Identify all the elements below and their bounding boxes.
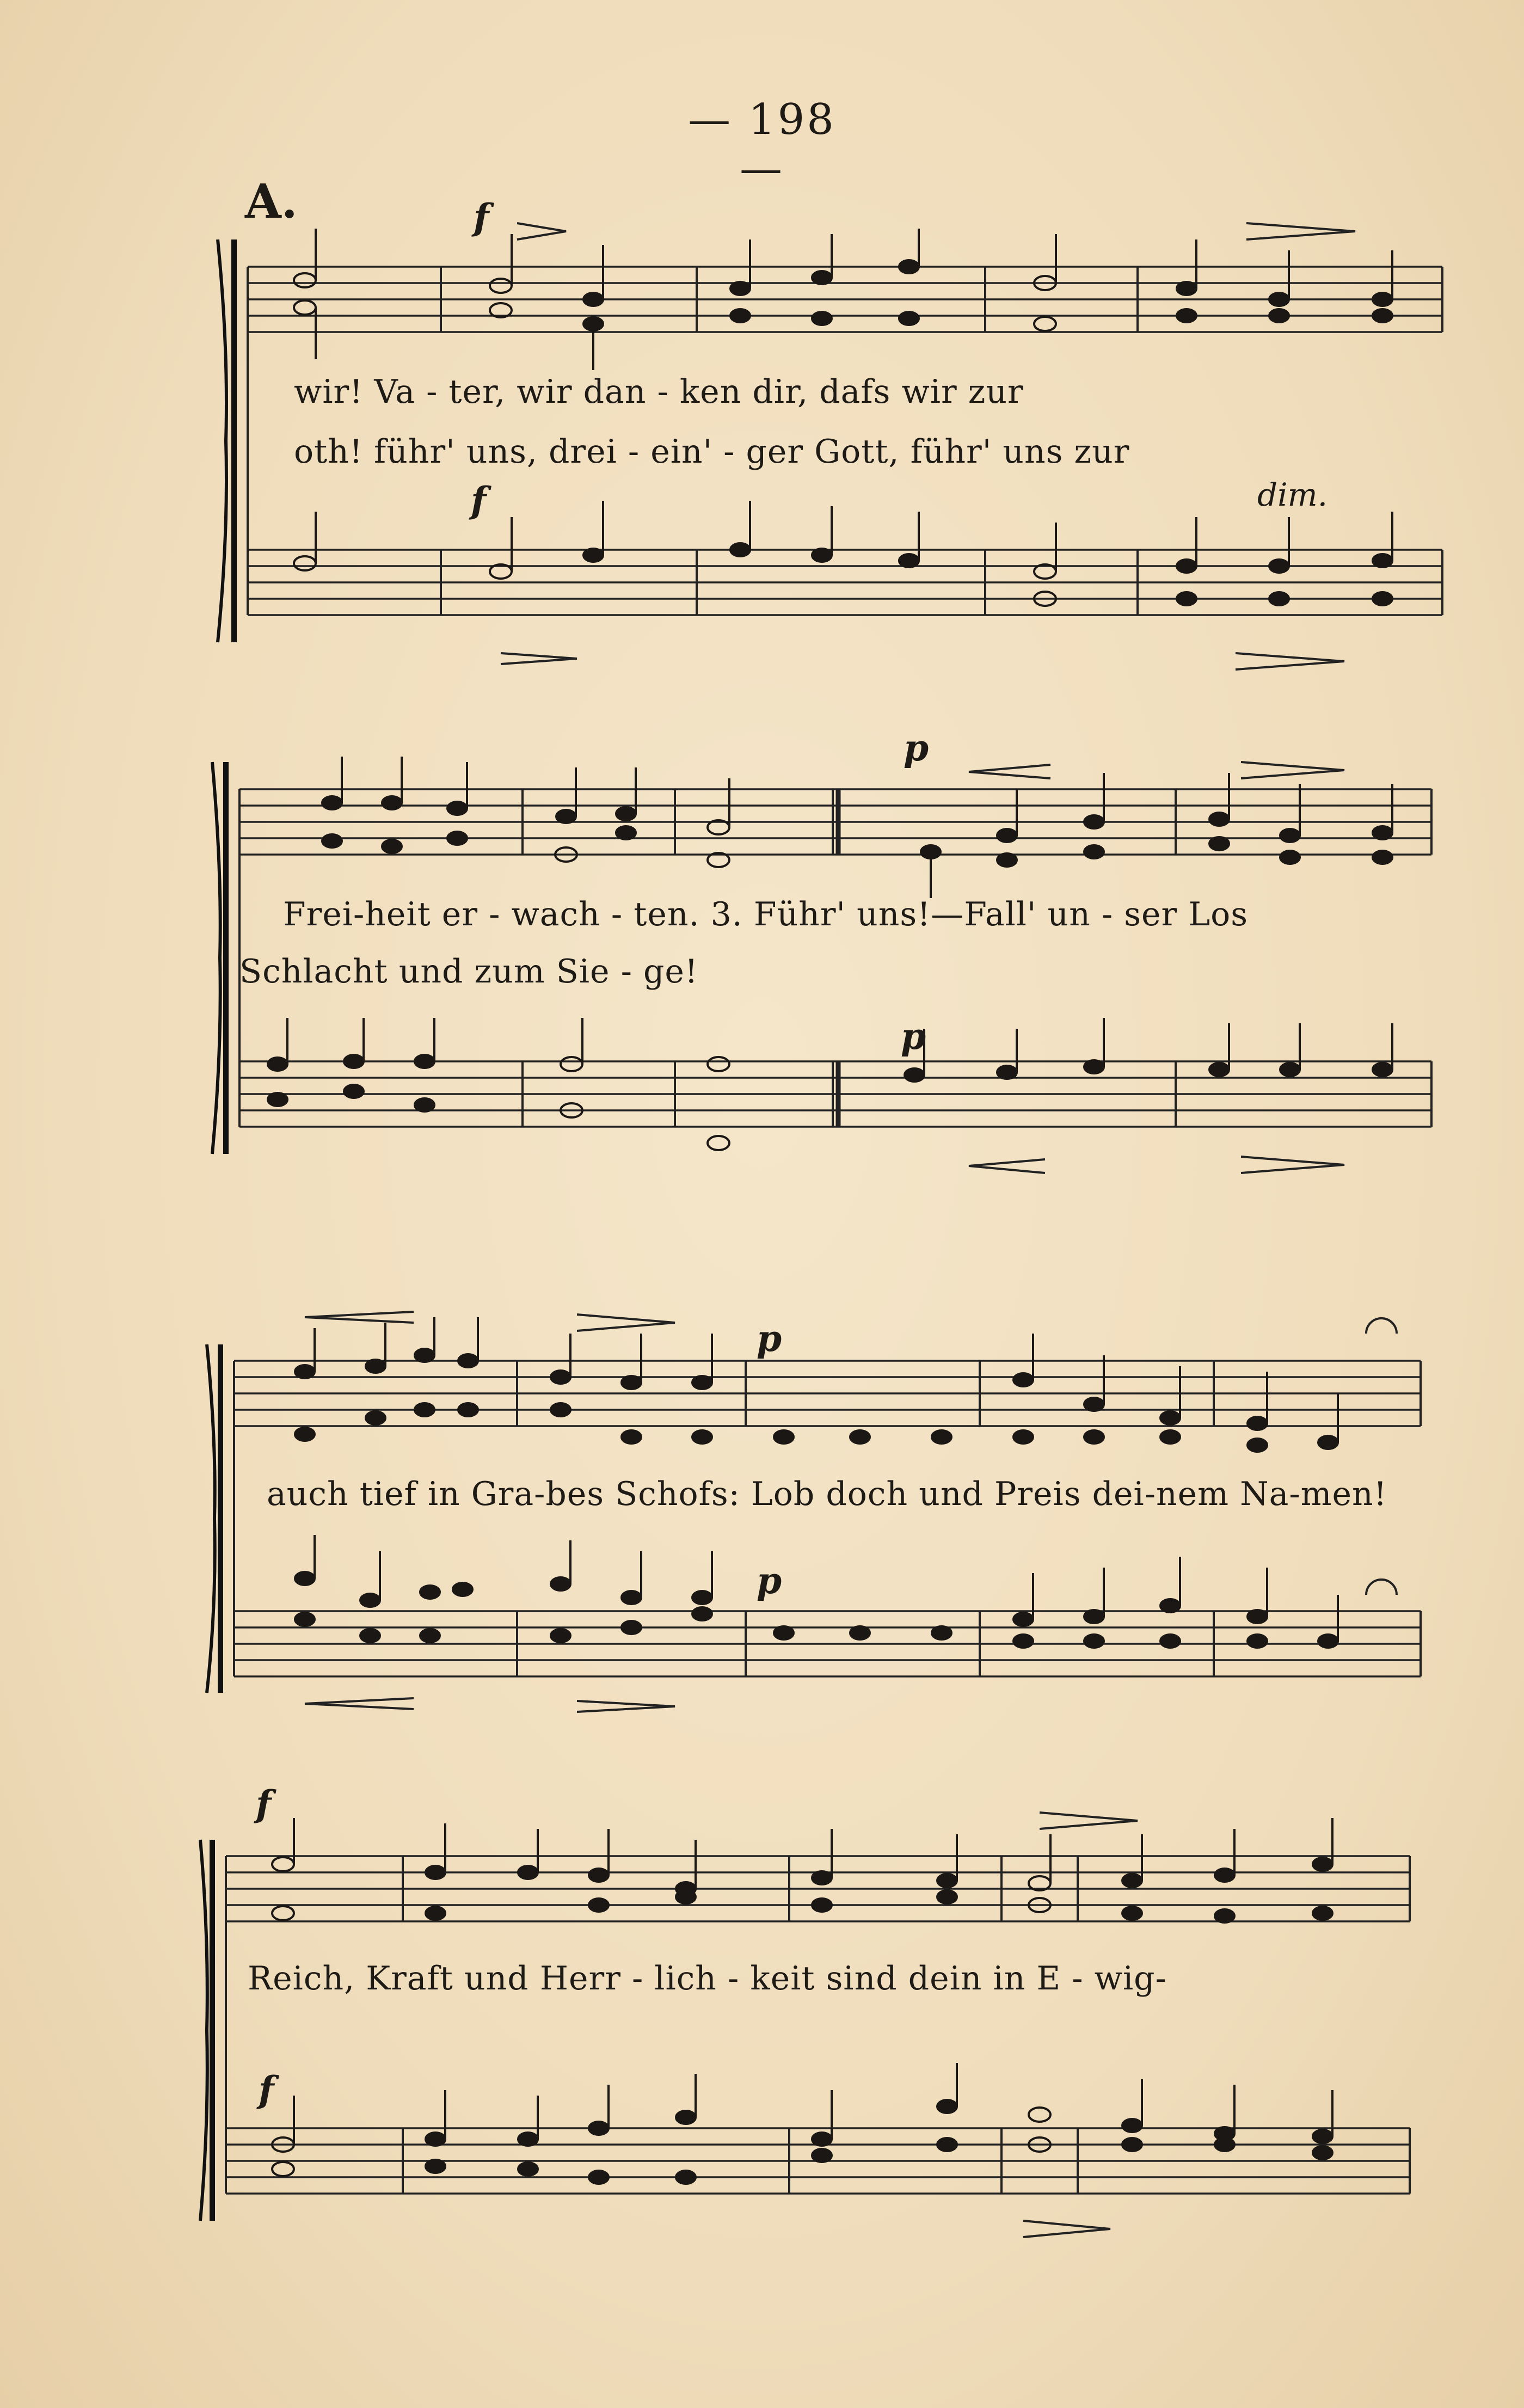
lyrics-line-1: auch tief in Gra-bes Schofs: Lob doch und Preis dei-nem Na-men! <box>267 1475 1387 1513</box>
bass-staff <box>239 1061 1431 1127</box>
bass-staff <box>248 550 1442 615</box>
system-bracket <box>212 762 226 1154</box>
bass-staff <box>234 1611 1421 1676</box>
treble-staff <box>248 267 1442 332</box>
dynamic-dim: dim. <box>1257 476 1328 513</box>
system-2 <box>196 727 1448 1176</box>
lyrics-line-1: Frei-heit er - wach - ten. 3. Führ' uns!—Fall' un - ser Los <box>283 895 1249 933</box>
dynamic-treble: p <box>904 727 929 769</box>
system-bracket <box>218 239 234 642</box>
lyrics-line-1: Reich, Kraft und Herr - lich - keit sind dein in E - wig- <box>248 1959 1167 1998</box>
treble-staff <box>239 789 1431 855</box>
system-4 <box>196 1783 1448 2248</box>
page-number: — 198 — <box>688 95 836 193</box>
system-3 <box>196 1301 1448 1715</box>
dynamic-bass: f <box>259 2068 274 2111</box>
dynamic-treble: f <box>256 1783 272 1825</box>
fermatas <box>1366 1318 1397 1595</box>
lyrics-line-2: oth! führ' uns, drei - ein' - ger Gott, führ' uns zur <box>294 433 1130 471</box>
system-4-notation <box>196 1813 1448 2248</box>
system-bracket <box>200 1840 212 2221</box>
system-bracket <box>207 1344 220 1693</box>
lyrics-line-2: Schlacht und zum Sie - ge! <box>239 953 698 991</box>
dynamic-bass: p <box>901 1015 926 1058</box>
dynamic-bass: p <box>757 1559 782 1602</box>
dynamic-treble: p <box>757 1317 782 1360</box>
treble-staff <box>234 1361 1421 1426</box>
dynamic-treble: f <box>474 196 489 238</box>
system-1 <box>196 196 1448 659</box>
dynamic-bass: f <box>471 479 487 521</box>
section-label: A. <box>245 174 298 229</box>
barlines <box>234 1361 1421 1676</box>
lyrics-line-1: wir! Va - ter, wir dan - ken dir, dafs wir zur <box>294 373 1024 411</box>
